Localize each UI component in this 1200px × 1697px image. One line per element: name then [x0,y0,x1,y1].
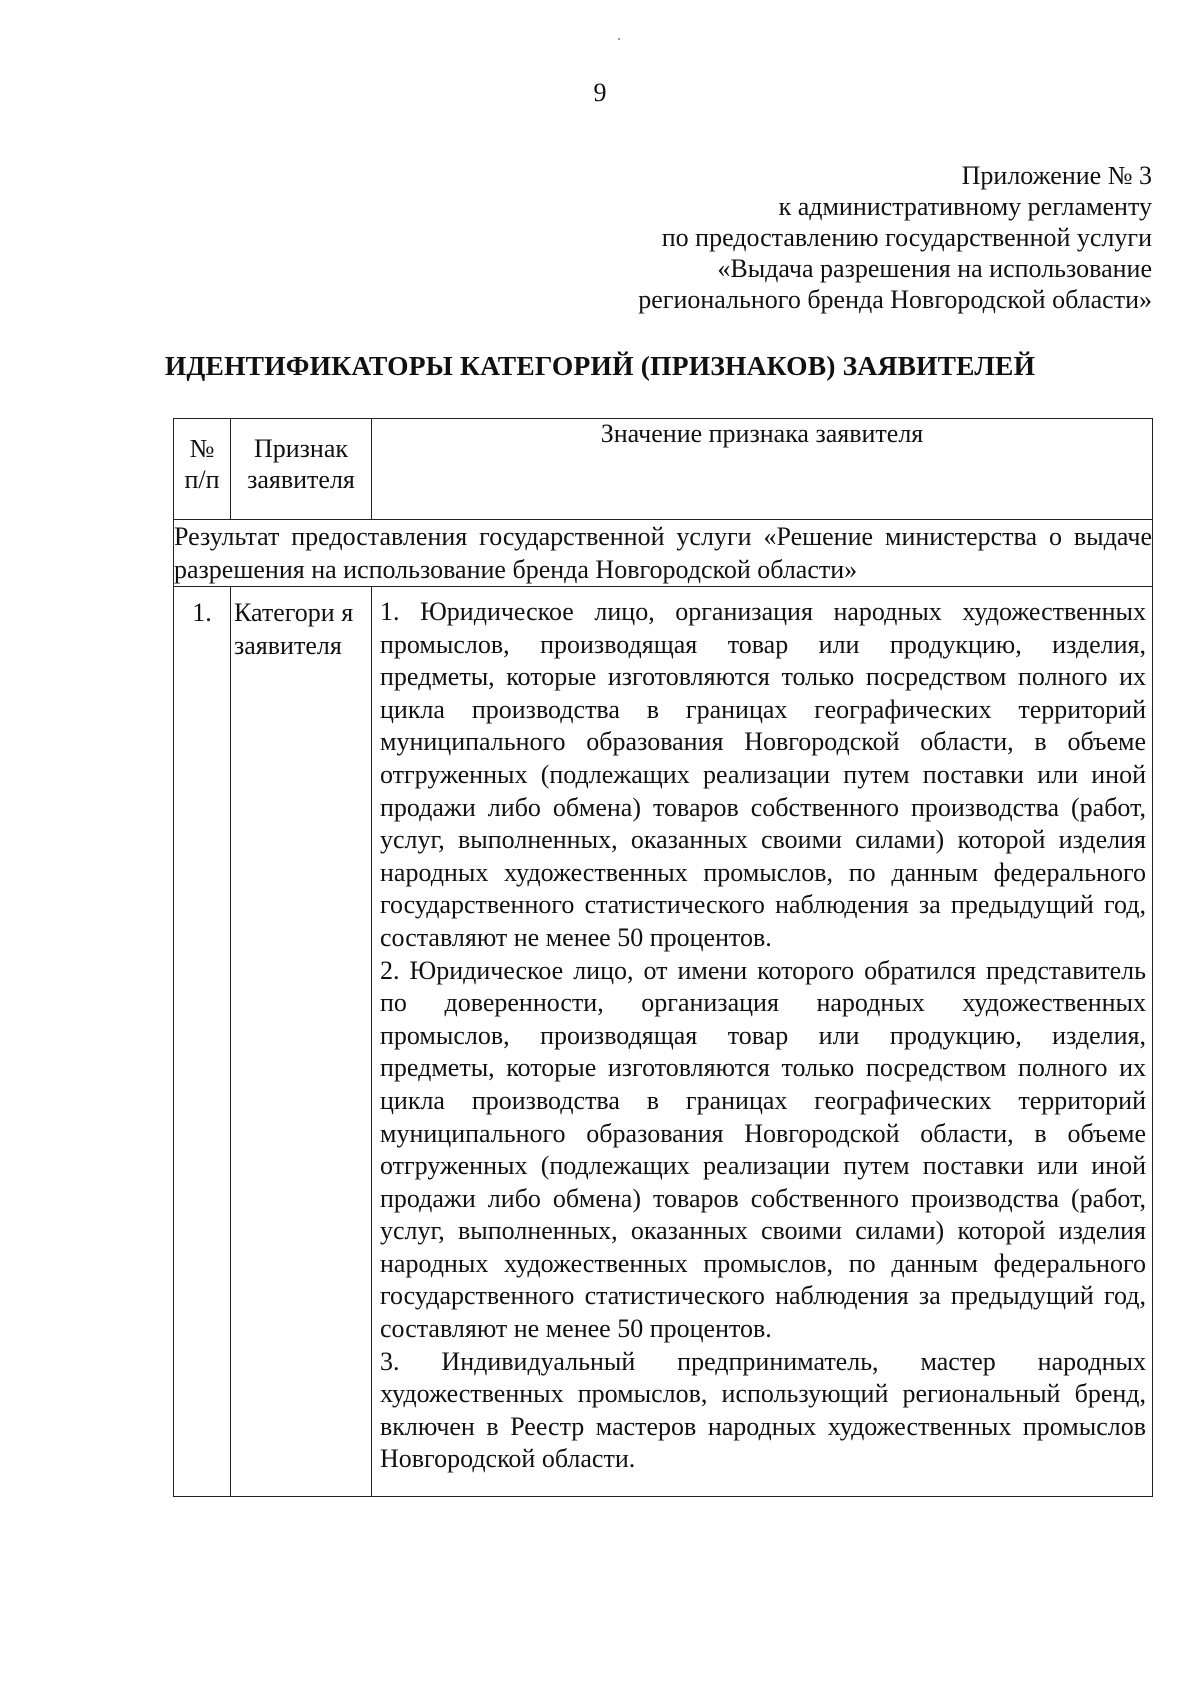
appendix-line: по предоставлению государственной услуги [661,223,1152,252]
table-header-row [174,419,1153,520]
table-row [174,587,1153,1497]
category-item: 2. Юридическое лицо, от имени которого обратился представитель по доверенности, организация народных художественных промыслов, производящая товар или продукцию, изделия, предметы, которые изготовляются только посредством полного их цикла производства в границах географических территорий муниципального образования Новгородской области, в объеме отгруженных (подлежащих реализации путем поставки или иной продажи либо обмена) товаров собственного производства (работ, услуг, выполненных, оказанных своими силами) которой изделия народных художественных промыслов, по данным федерального государственного статистического наблюдения за предыдущий год, составляют не менее 50 процентов. [380,955,1146,1344]
page-number: 9 [593,78,607,107]
result-row [174,520,1153,587]
appendix-line: «Выдача разрешения на использование [717,254,1152,283]
appendix-line: Приложение № 3 [961,161,1152,190]
result-text: Результат предоставления государственной услуги «Решение министерства о выдаче разрешения на использование бренда Новгородской области» [174,520,1153,587]
header-sign-line1: Признак [253,434,349,463]
header-sign [231,419,372,520]
header-number-line2: п/п [184,465,220,494]
row-sign: Категори я заявителя [231,587,372,1497]
header-number [174,419,231,520]
header-number-line1: № [189,434,215,463]
appendix-line: регионального бренда Новгородской области» [638,285,1152,314]
row-value [372,587,1153,1497]
appendix-line: к административному регламенту [778,192,1152,221]
category-item: 3. Индивидуальный предприниматель, мастер народных художественных промыслов, использующий региональный бренд, включен в Реестр мастеров народных художественных промыслов Новгородской области. [380,1346,1146,1474]
header-value: Значение признака заявителя [372,419,1153,520]
appendix-block [452,160,1152,315]
row-number: 1. [174,587,231,1497]
category-item: 1. Юридическое лицо, организация народных художественных промыслов, производящая товар или продукцию, изделия, предметы, которые изготовляются только посредством полного их цикла производства в границах географических территорий муниципального образования Новгородской области, в объеме отгруженных (подлежащих реализации путем поставки или иной продажи либо обмена) товаров собственного производства (работ, услуг, выполненных, оказанных своими силами) которой изделия народных художественных промыслов, по данным федерального государственного статистического наблюдения за предыдущий год, составляют не менее 50 процентов. [380,597,1146,952]
applicant-categories-table [173,418,1153,1497]
document-title: ИДЕНТИФИКАТОРЫ КАТЕГОРИЙ (ПРИЗНАКОВ) ЗАЯВИТЕЛЕЙ [164,350,1036,381]
header-sign-line2: заявителя [247,465,355,494]
scan-speck [618,38,620,40]
